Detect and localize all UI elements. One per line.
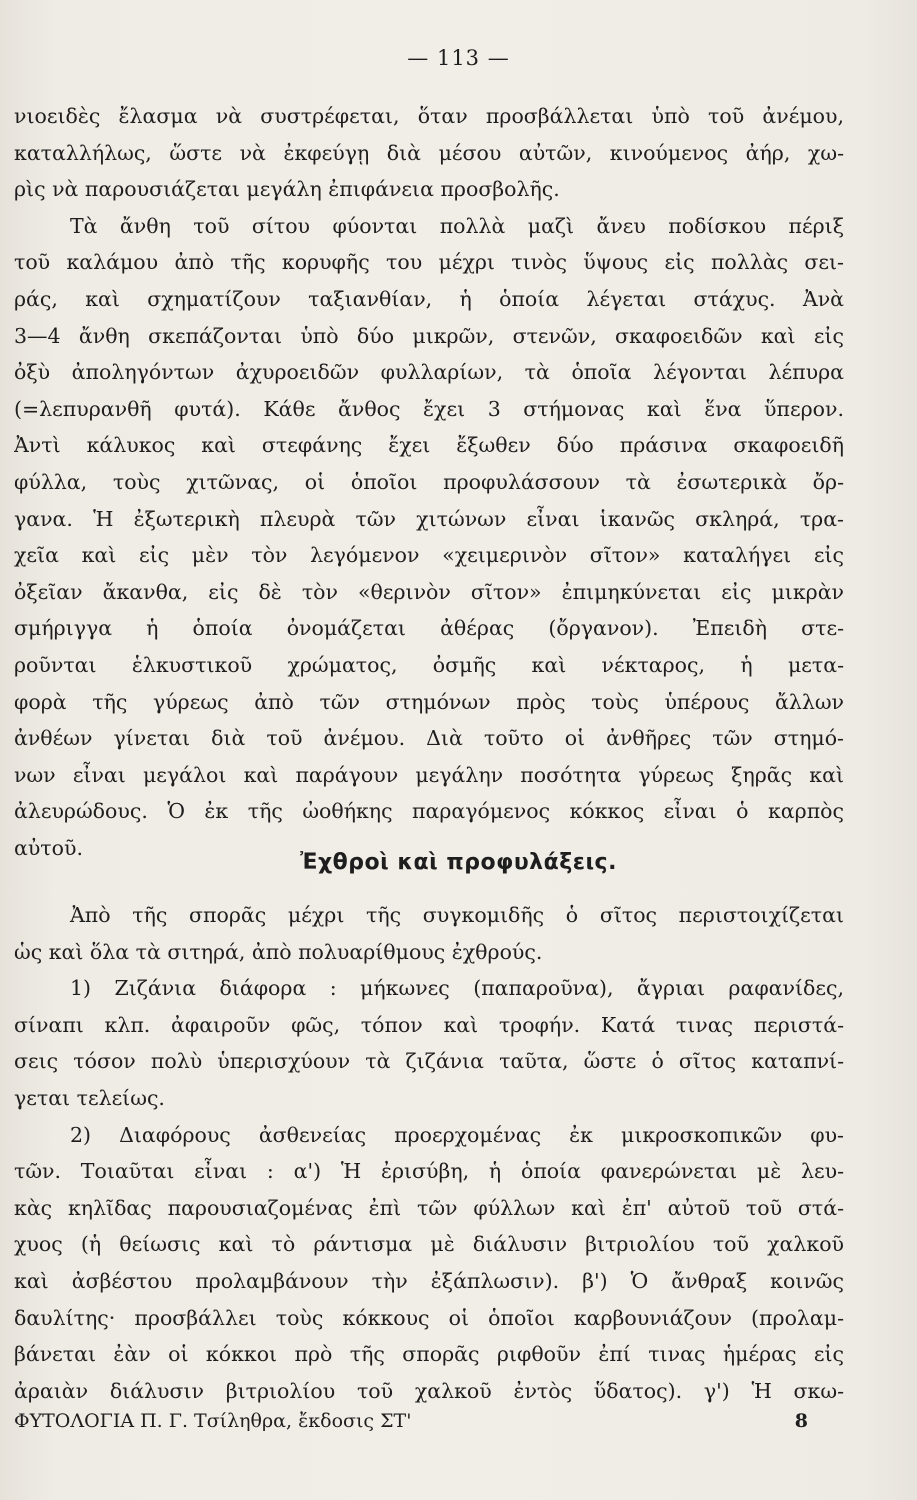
text-line: Ἀντὶ κάλυκος καὶ στεφάνης ἔχει ἔξωθεν δύο πράσινα σκαφοειδῆ — [14, 433, 844, 458]
text-line: νων εἶναι μεγάλοι καὶ παράγουν μεγάλην ποσότητα γύρεως ξηρᾶς καὶ — [14, 762, 844, 787]
text-line: ὡς καὶ ὅλα τὰ σιτηρά, ἀπὸ πολυαρίθμους ἐχθρούς. — [14, 939, 543, 964]
text-line: αὐτοῦ. — [14, 835, 83, 860]
text-line: ροῦνται ἑλκυστικοῦ χρώματος, ὀσμῆς καὶ νέκταρος, ἡ μετα- — [14, 652, 844, 677]
page-number: — 113 — — [407, 46, 510, 70]
text-line: (=λεπυρανθῆ φυτά). Κάθε ἄνθος ἔχει 3 στήμονας καὶ ἕνα ὕπερον. — [14, 396, 844, 421]
text-line: σίναπι κλπ. ἀφαιροῦν φῶς, τόπον καὶ τροφήν. Κατά τινας περιστά- — [14, 1012, 844, 1037]
text-line: νιοειδὲς ἔλασμα νὰ συστρέφεται, ὅταν προσβάλλεται ὑπὸ τοῦ ἀνέμου, — [14, 104, 844, 128]
text-line: φορὰ τῆς γύρεως ἀπὸ τῶν στημόνων πρὸς τοὺς ὑπέρους ἄλλων — [14, 689, 844, 714]
text-line: σμήριγγα ἡ ὁποία ὀνομάζεται ἀθέρας (ὄργανον). Ἐπειδὴ στε- — [14, 616, 844, 641]
body-text-block-2 — [14, 897, 844, 1409]
text-line: καὶ ἀσβέστου προλαμβάνουν τὴν ἐξάπλωσιν). β') Ὁ ἄνθραξ κοινῶς — [14, 1268, 844, 1293]
text-line: ἀραιὰν διάλυσιν βιτριολίου τοῦ χαλκοῦ ἐντὸς ὕδατος). γ') Ἡ σκω- — [14, 1378, 844, 1403]
text-line: σεις τόσον πολὺ ὑπερισχύουν τὰ ζιζάνια ταῦτα, ὥστε ὁ σῖτος καταπνί- — [14, 1049, 844, 1074]
text-line: 1) Ζιζάνια διάφορα : μήκωνες (παπαροῦνα), ἄγριαι ραφανίδες, — [70, 976, 844, 1001]
text-line: Τὰ ἄνθη τοῦ σίτου φύονται πολλὰ μαζὶ ἄνευ ποδίσκου πέριξ — [70, 213, 844, 238]
text-line: καταλλήλως, ὥστε νὰ ἐκφεύγῃ διὰ μέσου αὐτῶν, κινούμενος ἀήρ, χω- — [14, 140, 844, 165]
text-line: γανα. Ἡ ἐξωτερικὴ πλευρὰ τῶν χιτώνων εἶναι ἱκανῶς σκληρά, τρα- — [14, 506, 844, 531]
body-text-block-1 — [14, 98, 844, 866]
section-heading: Ἐχθροὶ καὶ προφυλάξεις. — [300, 850, 617, 875]
text-line: Ἀπὸ τῆς σπορᾶς μέχρι τῆς συγκομιδῆς ὁ σῖτος περιστοιχίζεται — [70, 903, 844, 927]
text-line: ρὶς νὰ παρουσιάζεται μεγάλη ἐπιφάνεια προσβολῆς. — [14, 177, 560, 202]
text-line: δαυλίτης· προσβάλλει τοὺς κόκκους οἱ ὁποῖοι καρβουνιάζουν (προλαμ- — [14, 1305, 844, 1330]
text-line: γεται τελείως. — [14, 1085, 165, 1110]
text-line: 2) Διαφόρους ἀσθενείας προερχομένας ἐκ μικροσκοπικῶν φυ- — [70, 1122, 844, 1147]
text-line: ὀξὺ ἀποληγόντων ἀχυροειδῶν φυλλαρίων, τὰ ὁποῖα λέγονται λέπυρα — [14, 360, 844, 385]
text-line: 3—4 ἄνθη σκεπάζονται ὑπὸ δύο μικρῶν, στενῶν, σκαφοειδῶν καὶ εἰς — [14, 323, 844, 348]
text-line: κὰς κηλῖδας παρουσιαζομένας ἐπὶ τῶν φύλλων καὶ ἐπ' αὐτοῦ τοῦ στά- — [14, 1195, 844, 1220]
text-line: βάνεται ἐὰν οἱ κόκκοι πρὸ τῆς σπορᾶς ριφθοῦν ἐπί τινας ἡμέρας εἰς — [14, 1342, 844, 1367]
text-line: ὀξεῖαν ἄκανθα, εἰς δὲ τὸν «θερινὸν σῖτον» ἐπιμηκύνεται εἰς μικρὰν — [14, 579, 844, 604]
text-line: χεῖα καὶ εἰς μὲν τὸν λεγόμενον «χειμερινὸν σῖτον» καταλήγει εἰς — [14, 543, 844, 568]
page-footer — [14, 1403, 844, 1439]
text-line: φύλλα, τοὺς χιτῶνας, οἱ ὁποῖοι προφυλάσσουν τὰ ἐσωτερικὰ ὄρ- — [14, 469, 844, 494]
text-line: ἀνθέων γίνεται διὰ τοῦ ἀνέμου. Διὰ τοῦτο οἱ ἀνθῆρες τῶν στημό- — [14, 726, 844, 751]
signature-mark: 8 — [794, 1410, 808, 1432]
text-line: ράς, καὶ σχηματίζουν ταξιανθίαν, ἡ ὁποία λέγεται στάχυς. Ἀνὰ — [14, 286, 844, 311]
text-line: ἀλευρώδους. Ὁ ἐκ τῆς ὠοθήκης παραγόμενος κόκκος εἶναι ὁ καρπὸς — [14, 799, 844, 824]
text-line: χυος (ἡ θείωσις καὶ τὸ ράντισμα μὲ διάλυσιν βιτριολίου τοῦ χαλκοῦ — [14, 1232, 844, 1257]
text-line: τῶν. Τοιαῦται εἶναι : α') Ἡ ἐρισύβη, ἡ ὁποία φανερώνεται μὲ λευ- — [14, 1159, 844, 1184]
text-line: τοῦ καλάμου ἀπὸ τῆς κορυφῆς του μέχρι τινὸς ὕψους εἰς πολλὰς σει- — [14, 250, 844, 275]
footer-text: ΦΥΤΟΛΟΓΙΑ Π. Γ. Τσίληθρα, ἔκδοσις ΣΤ' — [14, 1410, 412, 1432]
